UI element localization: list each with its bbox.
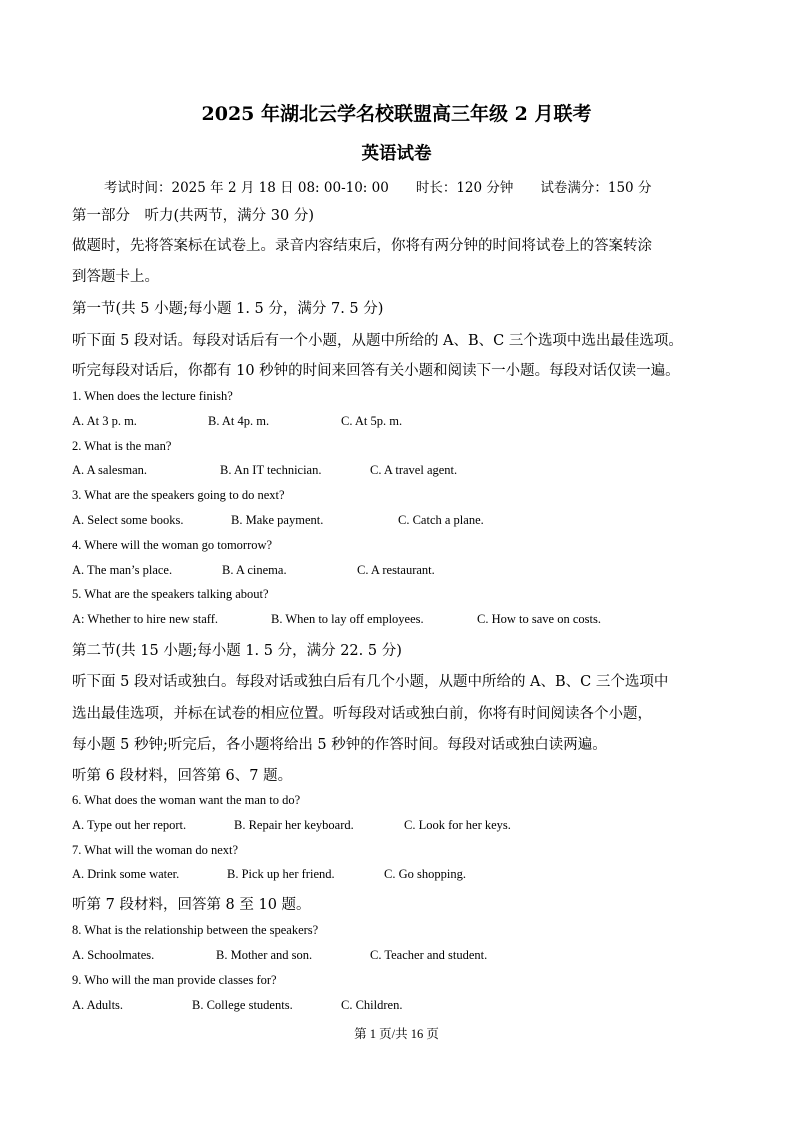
question-7: 7. What will the woman do next?: [72, 843, 239, 857]
section2-heading: 第二节(共 15 小题;每小题 1. 5 分，满分 22. 5 分): [72, 643, 402, 659]
option-c: C. At 5p. m.: [341, 414, 403, 428]
exam-info: 考试时间：2025 年 2 月 18 日 08: 00-10: 00 时长：120 分钟 试卷满分：150 分: [104, 180, 652, 196]
section2-instruction-line2: 选出最佳选项，并标在试卷的相应位置。听每段对话或独白前，你将有时间阅读各个小题，: [72, 706, 652, 722]
question-9: 9. Who will the man provide classes for?: [72, 973, 277, 987]
option-c: C. Look for her keys.: [404, 818, 511, 832]
option-a: A. Type out her report.: [72, 818, 187, 832]
material-7-heading: 听第 7 段材料，回答第 8 至 10 题。: [72, 897, 311, 913]
option-a: A. Adults.: [72, 998, 124, 1012]
option-c: C. Catch a plane.: [398, 513, 484, 527]
question-3: 3. What are the speakers going to do next?: [72, 488, 285, 502]
option-c: C. Go shopping.: [384, 867, 466, 881]
section1-heading: 第一节(共 5 小题;每小题 1. 5 分，满分 7. 5 分): [72, 301, 384, 317]
option-b: B. At 4p. m.: [208, 414, 270, 428]
option-a: A. A salesman.: [72, 463, 147, 477]
option-b: B. Repair her keyboard.: [234, 818, 354, 832]
material-6-heading: 听第 6 段材料，回答第 6、7 题。: [72, 768, 293, 784]
option-a: A. The man’s place.: [72, 563, 173, 577]
part1-instruction-line1: 做题时，先将答案标在试卷上。录音内容结束后，你将有两分钟的时间将试卷上的答案转涂: [72, 238, 652, 254]
option-b: B. Mother and son.: [216, 948, 313, 962]
exam-subject: 英语试卷: [361, 144, 432, 164]
option-b: B. College students.: [192, 998, 293, 1012]
part1-heading: 第一部分 听力(共两节，满分 30 分): [72, 208, 314, 224]
option-a: A. Select some books.: [72, 513, 184, 527]
question-4: 4. Where will the woman go tomorrow?: [72, 538, 273, 552]
section2-instruction-line1: 听下面 5 段对话或独白。每段对话或独白后有几个小题，从题中所给的 A、B、C 三个选项中: [72, 674, 669, 690]
option-a: A. Schoolmates.: [72, 948, 155, 962]
section1-instruction-line1: 听下面 5 段对话。每段对话后有一个小题，从题中所给的 A、B、C 三个选项中选出最佳选项。: [72, 333, 683, 349]
option-a: A. At 3 p. m.: [72, 414, 137, 428]
option-c: C. A restaurant.: [357, 563, 435, 577]
page-number: 第 1 页/共 16 页: [354, 1027, 439, 1041]
question-8: 8. What is the relationship between the speakers?: [72, 923, 319, 937]
option-a: A. Drink some water.: [72, 867, 180, 881]
option-b: B. A cinema.: [222, 563, 287, 577]
question-5: 5. What are the speakers talking about?: [72, 587, 269, 601]
question-2: 2. What is the man?: [72, 439, 172, 453]
question-1: 1. When does the lecture finish?: [72, 389, 233, 403]
option-b: B. Make payment.: [231, 513, 324, 527]
exam-title: 2025 年湖北云学名校联盟高三年级 2 月联考: [201, 103, 592, 125]
section1-instruction-line2: 听完每段对话后，你都有 10 秒钟的时间来回答有关小题和阅读下一小题。每段对话仅读一遍。: [72, 363, 680, 379]
option-b: B. Pick up her friend.: [227, 867, 335, 881]
question-6: 6. What does the woman want the man to do?: [72, 793, 301, 807]
option-c: C. How to save on costs.: [477, 612, 601, 626]
option-b: B. An IT technician.: [220, 463, 322, 477]
option-c: C. Children.: [341, 998, 403, 1012]
option-b: B. When to lay off employees.: [271, 612, 424, 626]
section2-instruction-line3: 每小题 5 秒钟;听完后，各小题将给出 5 秒钟的作答时间。每段对话或独白读两遍。: [72, 737, 607, 753]
option-c: C. A travel agent.: [370, 463, 458, 477]
option-a: A: Whether to hire new staff.: [72, 612, 219, 626]
part1-instruction-line2: 到答题卡上。: [72, 269, 159, 285]
option-c: C. Teacher and student.: [370, 948, 488, 962]
